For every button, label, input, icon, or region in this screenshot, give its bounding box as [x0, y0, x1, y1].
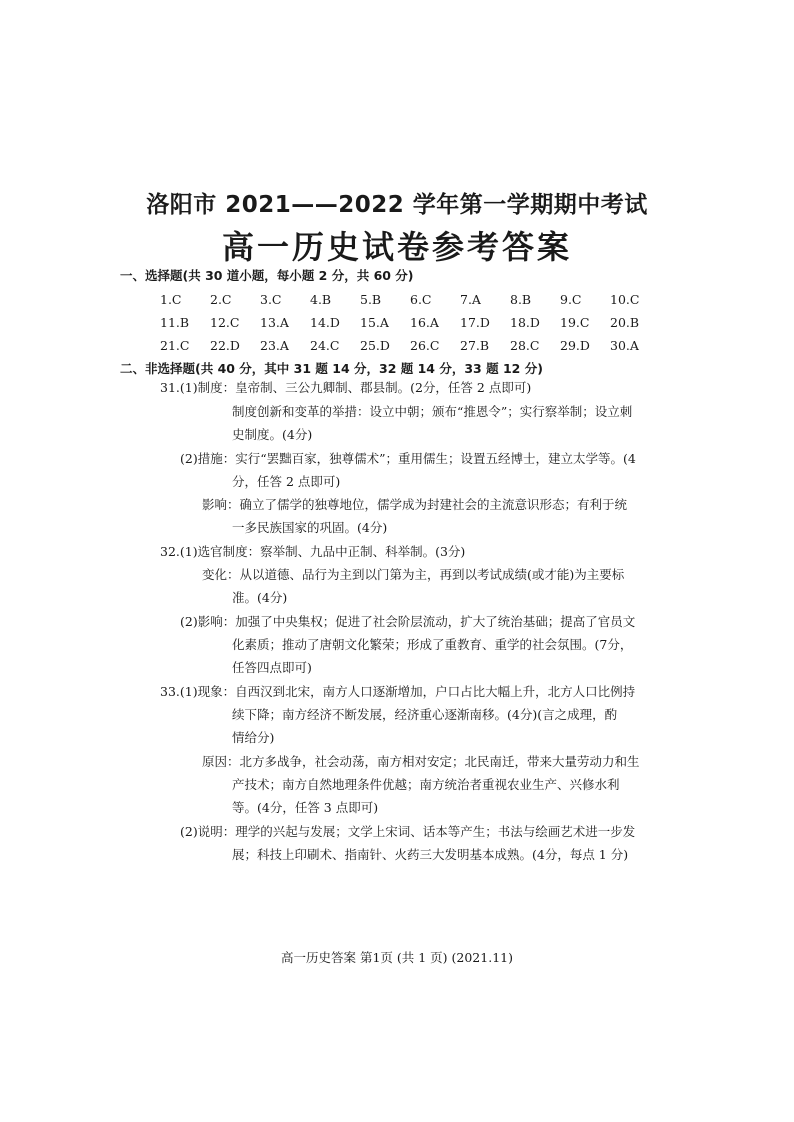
q32-line: 任答四点即可): [232, 660, 312, 675]
mc-answer: 11.B: [160, 315, 190, 330]
mc-answer: 19.C: [560, 315, 590, 330]
section2-heading: 二、非选择题(共 40 分，其中 31 题 14 分，32 题 14 分，33 题 12 分): [120, 361, 543, 376]
q31-line: 制度创新和变革的举措：设立中朝；颁布“推恩令”；实行察举制；设立刺: [232, 404, 633, 419]
mc-answer: 4.B: [310, 292, 332, 307]
mc-answer: 28.C: [510, 338, 540, 353]
q33-line: 续下降；南方经济不断发展，经济重心逐渐南移。(4分)(言之成理，酌: [232, 707, 618, 722]
q32-line: 准。(4分): [232, 590, 288, 605]
mc-answer: 22.D: [210, 338, 240, 353]
mc-answer: 20.B: [610, 315, 640, 330]
mc-answer: 27.B: [460, 338, 490, 353]
q32-line: 32.(1)选官制度：察举制、九品中正制、科举制。(3分): [160, 544, 466, 559]
mc-answer: 2.C: [210, 292, 232, 307]
mc-answer: 12.C: [210, 315, 240, 330]
q31-line: 史制度。(4分): [232, 427, 313, 442]
mc-answer: 8.B: [510, 292, 532, 307]
mc-answer: 1.C: [160, 292, 182, 307]
q31-line: 分，任答 2 点即可): [232, 474, 341, 489]
q31-line: (2)措施：实行“罢黜百家，独尊儒术”；重用儒生；设置五经博士，建立太学等。(4: [180, 451, 636, 466]
mc-answer: 3.C: [260, 292, 282, 307]
q33-line: 产技术；南方自然地理条件优越；南方统治者重视农业生产、兴修水利: [232, 777, 620, 792]
mc-answer: 30.A: [610, 338, 639, 353]
mc-answer: 7.A: [460, 292, 481, 307]
mc-answer: 29.D: [560, 338, 590, 353]
mc-answer: 5.B: [360, 292, 382, 307]
q33-line: 情给分): [232, 730, 275, 745]
mc-answer: 23.A: [260, 338, 289, 353]
q33-line: 展；科技上印刷术、指南针、火药三大发明基本成熟。(4分，每点 1 分): [232, 847, 629, 862]
q31-line: 影响：确立了儒学的独尊地位，儒学成为封建社会的主流意识形态；有利于统: [202, 497, 628, 512]
mc-answer: 18.D: [510, 315, 540, 330]
mc-answer: 26.C: [410, 338, 440, 353]
answer-key-title: 高一历史试卷参考答案: [221, 228, 572, 266]
q31-line: 31.(1)制度：皇帝制、三公九卿制、郡县制。(2分，任答 2 点即可): [160, 380, 532, 395]
q32-line: 化素质；推动了唐朝文化繁荣；形成了重教育、重学的社会氛围。(7分，: [232, 637, 633, 652]
q32-line: 变化：从以道德、品行为主到以门第为主，再到以考试成绩(或才能)为主要标: [202, 567, 625, 582]
q33-line: 33.(1)现象：自西汉到北宋，南方人口逐渐增加，户口占比大幅上升，北方人口比例持: [160, 684, 636, 699]
mc-row: [160, 288, 660, 311]
q32-line: (2)影响：加强了中央集权；促进了社会阶层流动，扩大了统治基础；提高了官员文: [180, 614, 636, 629]
mc-answer: 6.C: [410, 292, 432, 307]
mc-answer: 24.C: [310, 338, 340, 353]
mc-answer: 13.A: [260, 315, 289, 330]
mc-answer: 25.D: [360, 338, 390, 353]
q33-line: (2)说明：理学的兴起与发展；文学上宋词、话本等产生；书法与绘画艺术进一步发: [180, 824, 636, 839]
mc-answer: 21.C: [160, 338, 190, 353]
mc-row: [160, 311, 660, 334]
mc-answer: 16.A: [410, 315, 439, 330]
q33-line: 原因：北方多战争，社会动荡，南方相对安定；北民南迁，带来大量劳动力和生: [202, 754, 640, 769]
section1-heading: 一、选择题(共 30 道小题，每小题 2 分，共 60 分): [120, 268, 414, 283]
q33-line: 等。(4分，任答 3 点即可): [232, 800, 379, 815]
q31-line: 一多民族国家的巩固。(4分): [232, 520, 388, 535]
mc-answer: 15.A: [360, 315, 389, 330]
mc-answer-grid: [160, 288, 660, 357]
mc-answer: 14.D: [310, 315, 340, 330]
mc-answer: 17.D: [460, 315, 490, 330]
page-footer: 高一历史答案 第1页 (共 1 页) (2021.11): [281, 950, 513, 965]
mc-answer: 9.C: [560, 292, 582, 307]
mc-row: [160, 334, 660, 357]
mc-answer: 10.C: [610, 292, 640, 307]
exam-title: 洛阳市 2021——2022 学年第一学期期中考试: [146, 192, 648, 218]
